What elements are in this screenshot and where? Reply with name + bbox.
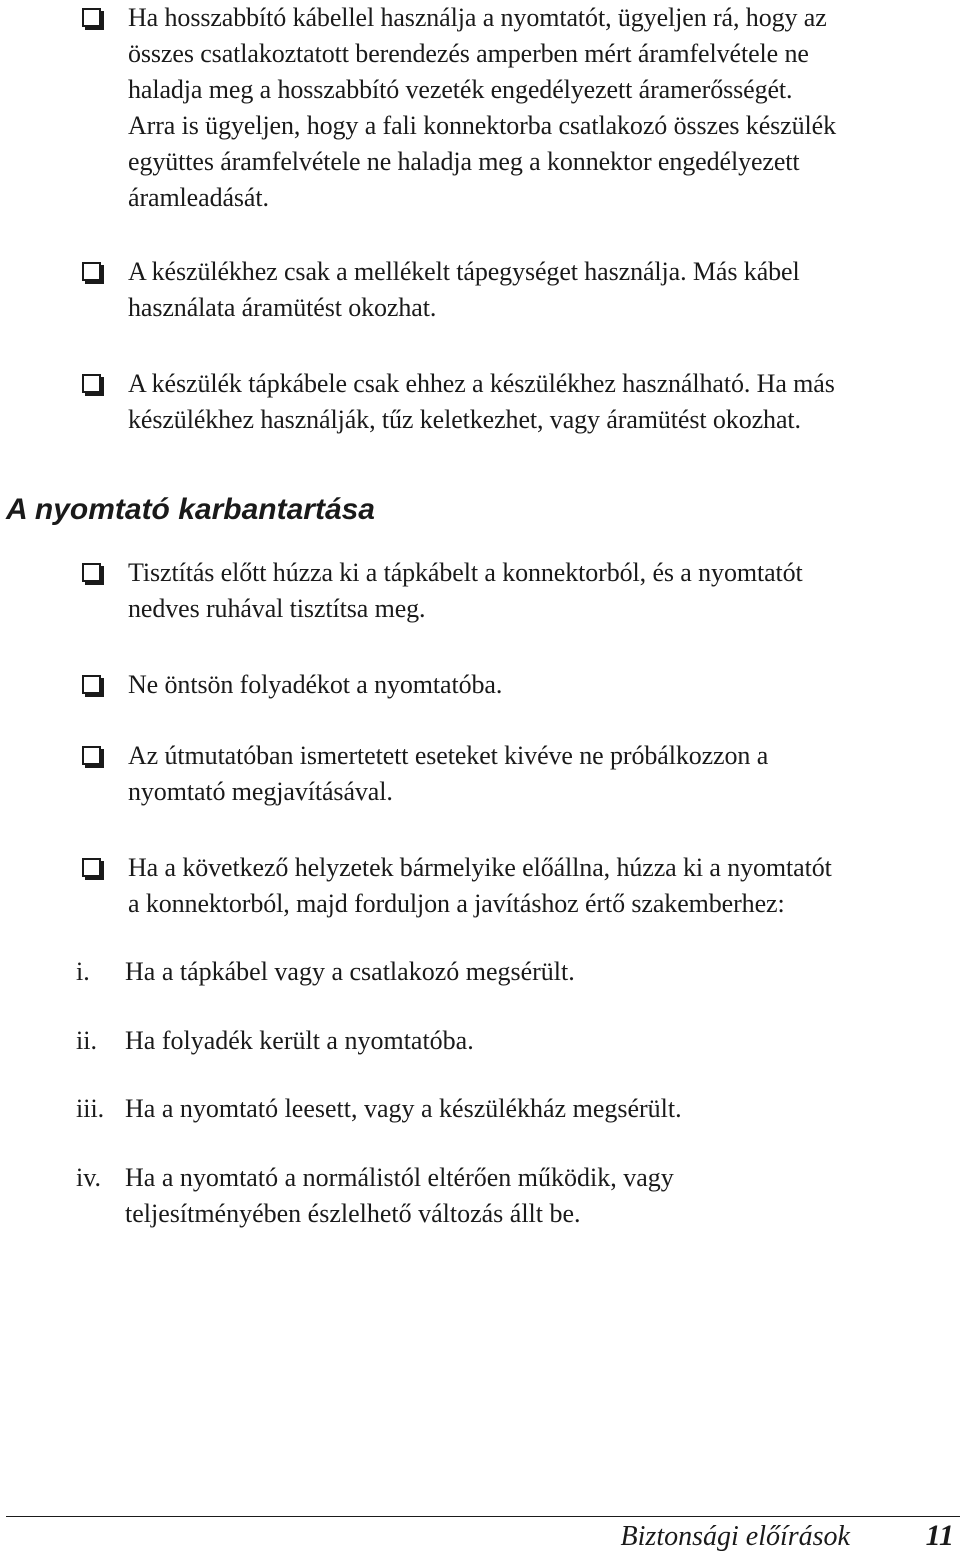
checklist-item-text: Ha a következő helyzetek bármelyike előállna, húzza ki a nyomtatót a konnektorból, majd forduljon a javításhoz értő szakemberhez:: [128, 853, 832, 918]
checklist-item-text: Ne öntsön folyadékot a nyomtatóba.: [128, 670, 503, 699]
checklist-item-text: Ha hosszabbító kábellel használja a nyomtatót, ügyeljen rá, hogy az összes csatlakoztatott berendezés amperben mért áramfelvétele ne haladja meg a hosszabbító vezeték engedélyezett áramerősségét. Arra is ügyeljen, hogy a fali konnektorba csatlakozó összes készülék együttes áramfelvétele ne haladja meg a konnektor engedélyezett áramleadását.: [128, 3, 836, 212]
page-number: 11: [925, 1519, 954, 1552]
footer-divider: [6, 1516, 960, 1517]
condition-text: Ha folyadék került a nyomtatóba.: [125, 1026, 474, 1055]
checklist-item-text: A készülékhez csak a mellékelt tápegységet használja. Más kábel használata áramütést okozhat.: [128, 257, 800, 322]
condition-text: Ha a nyomtató a normálistól eltérően működik, vagy teljesítményében észlelhető változás állt be.: [125, 1163, 674, 1228]
section-heading: A nyomtató karbantartása: [6, 493, 375, 526]
checkbox-bullet-icon: [82, 8, 101, 27]
checkbox-bullet-icon: [82, 675, 101, 694]
checklist-item-text: Az útmutatóban ismertetett eseteket kivéve ne próbálkozzon a nyomtató megjavításával.: [128, 741, 769, 806]
checkbox-bullet-icon: [82, 374, 101, 393]
checkbox-bullet-icon: [82, 563, 101, 582]
checkbox-bullet-icon: [82, 858, 101, 877]
checklist-item-text: Tisztítás előtt húzza ki a tápkábelt a konnektorból, és a nyomtatót nedves ruhával tisztítsa meg.: [128, 558, 803, 623]
condition-numeral: iii.: [76, 1094, 105, 1123]
condition-numeral: ii.: [76, 1026, 97, 1055]
condition-numeral: iv.: [76, 1163, 102, 1192]
footer-section-title: Biztonsági előírások: [620, 1521, 850, 1552]
checklist-item-text: A készülék tápkábele csak ehhez a készülékhez használható. Ha más készülékhez használják, tűz keletkezhet, vagy áramütést okozhat.: [128, 369, 835, 434]
condition-numeral: i.: [76, 957, 90, 986]
checkbox-bullet-icon: [82, 262, 101, 281]
checkbox-bullet-icon: [82, 746, 101, 765]
condition-text: Ha a tápkábel vagy a csatlakozó megsérült.: [125, 957, 575, 986]
condition-text: Ha a nyomtató leesett, vagy a készülékház megsérült.: [125, 1094, 682, 1123]
